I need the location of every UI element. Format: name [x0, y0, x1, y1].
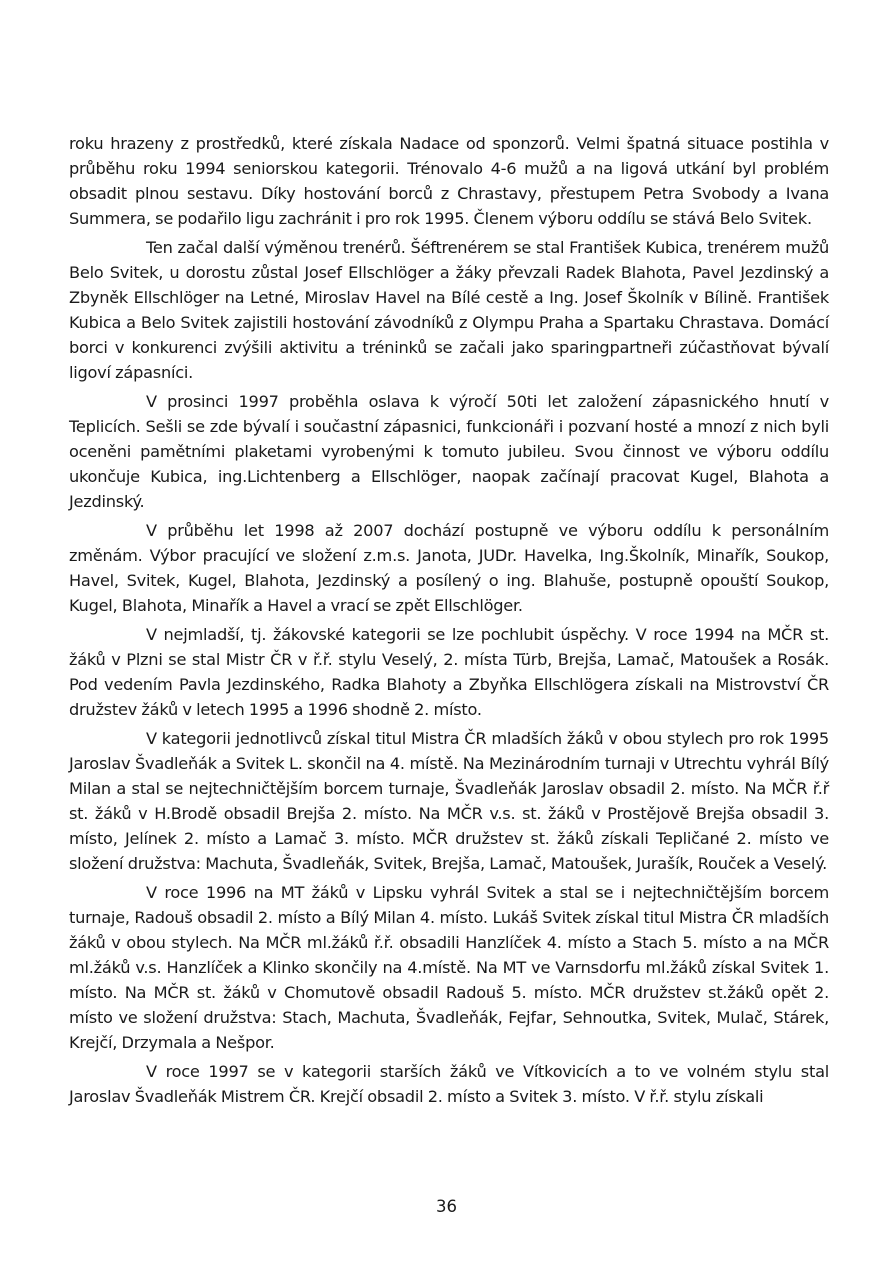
paragraph-continuation: roku hrazeny z prostředků, které získala Nadace od sponzorů. Velmi špatná situace postihla v průběhu roku 1994 seniorskou kategorii. Trénovalo 4-6 mužů a na ligová utkání byl problém obsadit plnou sestavu. Díky hostování borců z Chrastavy, přestupem Petra Svobody a Ivana Summera, se podařilo ligu zachránit i pro rok 1995. Členem výboru oddílu se stává Belo Svitek.: [69, 134, 829, 228]
paragraph-coaches: Ten začal další výměnou trenérů. Šéftrenérem se stal František Kubica, trenérem mužů Belo Svitek, u dorostu zůstal Josef Ellschlöger a žáky převzali Radek Blahota, Pavel Jezdinský a Zbyněk Ellschlöger na Letné, Miroslav Havel na Bílé cestě a Ing. Josef Školník v Bílině. František Kubica a Belo Svitek zajistili hostování závodníků z Olympu Praha a Spartaku Chrastava. Domácí borci v konkurenci zvýšili aktivitu a tréninků se začali jako sparingpartneři zúčastňovat bývalí ligoví zápasníci.: [69, 238, 829, 382]
paragraph-anniversary: V prosinci 1997 proběhla oslava k výročí 50ti let založení zápasnického hnutí v Teplicích. Sešli se zde bývalí i součastní zápasnici, funkcionáři i pozvaní hosté a mnozí z nich byli oceněni pamětními plaketami vyrobenými k tomuto jubileu. Svou činnost ve výboru oddílu ukončuje Kubica, ing.Lichtenberg a Ellschlöger, naopak začínají pracovat Kugel, Blahota a Jezdinský.: [69, 392, 829, 511]
page-body: [69, 131, 829, 1113]
paragraph-youth-1994: V nejmladší, tj. žákovské kategorii se lze pochlubit úspěchy. V roce 1994 na MČR st. žáků v Plzni se stal Mistr ČR v ř.ř. stylu Veselý, 2. místa Türb, Brejša, Lamač, Matoušek a Rosák. Pod vedením Pavla Jezdinského, Radka Blahoty a Zbyňka Ellschlögera získali na Mistrovství ČR družstev žáků v letech 1995 a 1996 shodně 2. místo.: [69, 625, 829, 719]
paragraph-1996: V roce 1996 na MT žáků v Lipsku vyhrál Svitek a stal se i nejtechničtějším borcem turnaje, Radouš obsadil 2. místo a Bílý Milan 4. místo. Lukáš Svitek získal titul Mistra ČR mladších žáků v obou stylech. Na MČR ml.žáků ř.ř. obsadili Hanzlíček 4. místo a Stach 5. místo a na MČR ml.žáků v.s. Hanzlíček a Klinko skončily na 4.místě. Na MT ve Varnsdorfu ml.žáků získal Svitek 1. místo. Na MČR st. žáků v Chomutově obsadil Radouš 5. místo. MČR družstev st.žáků opět 2. místo ve složení družstva: Stach, Machuta, Švadleňák, Fejfar, Sehnoutka, Svitek, Mulač, Stárek, Krejčí, Drzymala a Nešpor.: [69, 883, 829, 1052]
paragraph-committee-changes: V průběhu let 1998 až 2007 dochází postupně ve výboru oddílu k personálním změnám. Výbor pracující ve složení z.m.s. Janota, JUDr. Havelka, Ing.Školník, Minařík, Soukop, Havel, Svitek, Kugel, Blahota, Jezdinský a posílený o ing. Blahuše, postupně opouští Soukop, Kugel, Blahota, Minařík a Havel a vrací se zpět Ellschlöger.: [69, 521, 829, 615]
paragraph-1997: V roce 1997 se v kategorii starších žáků ve Vítkovicích a to ve volném stylu stal Jaroslav Švadleňák Mistrem ČR. Krejčí obsadil 2. místo a Svitek 3. místo. V ř.ř. stylu získali: [69, 1062, 829, 1106]
page-number: 36: [436, 1197, 457, 1216]
paragraph-1995: V kategorii jednotlivců získal titul Mistra ČR mladších žáků v obou stylech pro rok 1995 Jaroslav Švadleňák a Svitek L. skončil na 4. místě. Na Mezinárodním turnaji v Utrechtu vyhrál Bílý Milan a stal se nejtechničtějším borcem turnaje, Švadleňák Jaroslav obsadil 2. místo. Na MČR ř.ř st. žáků v H.Brodě obsadil Brejša 2. místo. Na MČR v.s. st. žáků v Prostějově Brejša obsadil 3. místo, Jelínek 2. místo a Lamač 3. místo. MČR družstev st. žáků získali Tepličané 2. místo ve složení družstva: Machuta, Švadleňák, Svitek, Brejša, Lamač, Matoušek, Jurašík, Rouček a Veselý.: [69, 729, 829, 873]
